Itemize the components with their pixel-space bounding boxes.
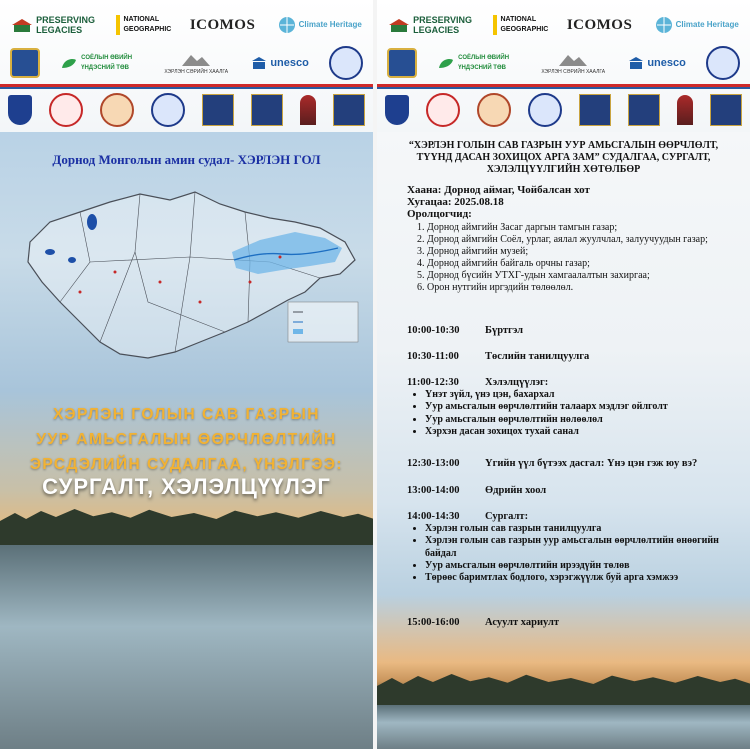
mountain-icon [558, 51, 588, 67]
mountain-icon [181, 51, 211, 67]
unesco-logo: unesco [251, 56, 309, 70]
schedule-title: Сургалт: [485, 511, 529, 522]
ministry-emblem-icon [628, 94, 660, 126]
temple-icon [628, 56, 644, 70]
program-title: “ХЭРЛЭН ГОЛЫН САВ ГАЗРЫН УУР АМЬСГАЛЫН ӨӨРЧЛӨЛТ, ТҮҮНД ДАСАН ЗОХИЦОХ АРГА ЗАМ” СУДАЛГАА, СУРГАЛТ, ХЭЛЭЛЦҮҮЛГИЙН ХӨТӨЛБӨР [408, 140, 719, 175]
seal-blue-icon [151, 93, 185, 127]
kherlen-gate-logo: ХЭРЛЭН СӘРИЙН ХААЛГА [538, 51, 608, 75]
schedule-time: 10:30-11:00 [407, 351, 459, 362]
schedule-subitems [407, 523, 747, 584]
list-item: • Уур амьсгалын өөрчлөлтийн ирээдүйн төлөв [425, 560, 747, 572]
river-water [0, 545, 373, 749]
schedule-row [407, 351, 747, 362]
list-item: • Уур амьсгалын өөрчлөлтийн нөлөөлөл [425, 414, 747, 426]
right-program [377, 0, 750, 749]
schedule-title: Бүртгэл [485, 325, 524, 336]
list-item: • Төрөөс баримтлах бодлого, хэрэгжүүлж буй арга хэмжээ [425, 572, 747, 584]
logo-header [0, 0, 373, 132]
participant-item: 3. Дорнод аймгийн музей; [417, 246, 529, 257]
seal-orange-icon [100, 93, 134, 127]
schedule-title: Асуулт хариулт [485, 617, 560, 628]
ministry-emblem-icon [251, 94, 283, 126]
participants-list [377, 222, 750, 294]
list-item: • Хэрлэн голын сав газрын танилцуулга [425, 523, 747, 535]
schedule-time: 11:00-12:30 [407, 377, 459, 388]
schedule-title: Үгийн үүл бүтээх дасгал: Үнэ цэн гэж юу вэ? [485, 458, 698, 469]
mongolia-map [20, 182, 360, 362]
schedule-time: 14:00-14:30 [407, 511, 460, 522]
seal-blue-icon [528, 93, 562, 127]
participant-item: 4. Дорнод аймгийн байгаль орчны газар; [417, 258, 590, 269]
headline-line-2: УУР АМЬСГАЛЫН ӨӨРЧЛӨЛТИЙН [36, 431, 337, 448]
preserving-legacies-logo: PRESERVING LEGACIES [11, 15, 94, 35]
headline-line-3: ЭРСДЭЛИЙН СУДАЛГАА, ҮНЭЛГЭЭ: [29, 456, 344, 473]
shield-icon [385, 95, 409, 125]
flag-stripe-blue [0, 87, 373, 89]
river-water [377, 705, 750, 749]
flag-stripe-blue [377, 87, 750, 89]
schedule-title: Төслийн танилцуулга [485, 351, 590, 362]
participant-item: 2. Дорнод аймгийн Соёл, урлаг, аялал жуулчлал, залуучуудын газар; [417, 234, 708, 245]
drop-badge-icon [329, 46, 363, 80]
schedule-subitems [407, 389, 747, 438]
list-item: • Хэрхэн дасан зохицох тухай санал [425, 426, 747, 438]
schedule-time: 13:00-14:00 [407, 485, 460, 496]
national-geographic-logo: NATIONAL GEOGRAPHIC [116, 15, 167, 35]
mongolia-emblem [10, 48, 40, 78]
schedule-row [407, 377, 747, 438]
schedule-time: 15:00-16:00 [407, 617, 460, 628]
national-geographic-logo: NATIONAL GEOGRAPHIC [493, 15, 544, 35]
left-poster [0, 0, 373, 749]
schedule-row [407, 458, 747, 469]
temple-icon [388, 17, 410, 33]
agency-emblem-icon [579, 94, 611, 126]
schedule-time: 10:00-10:30 [407, 325, 460, 336]
list-item: • Уур амьсгалын өөрчлөлтийн талаарх мэдлэг ойлголт [425, 401, 747, 413]
culture-fund-logo: СОЁЛЫН ӨВИЙН ҮНДЭСНИЙ ТӨВ [437, 53, 518, 73]
poster-title: Дорнод Монголын амин судал- ХЭРЛЭН ГОЛ [52, 152, 321, 167]
preserving-legacies-logo: PRESERVING LEGACIES [388, 15, 471, 35]
seal-red-icon [49, 93, 83, 127]
participants-label: Оролцогчид: [407, 208, 472, 220]
schedule-row [407, 325, 747, 336]
logo-header [377, 0, 750, 132]
map-legend [288, 302, 358, 342]
seal-red-icon [426, 93, 460, 127]
temple-icon [11, 17, 33, 33]
participant-item: 1. Дорнод аймгийн Засаг даргын тамгын газар; [417, 222, 618, 233]
schedule-time: 12:30-13:00 [407, 458, 460, 469]
shield-icon [8, 95, 32, 125]
unesco-logo: unesco [628, 56, 686, 70]
museum-emblem-icon [710, 94, 742, 126]
agency-emblem-icon [202, 94, 234, 126]
climate-heritage-logo: Climate Heritage [655, 16, 739, 34]
climate-heritage-logo: Climate Heritage [278, 16, 362, 34]
schedule-row [407, 485, 747, 496]
schedule-title: Хэлэлцүүлэг: [485, 377, 549, 388]
kherlen-gate-logo: ХЭРЛЭН СӘРИЙН ХААЛГА [161, 51, 231, 75]
drop-badge-icon [706, 46, 740, 80]
schedule-row [407, 511, 747, 584]
participant-item: 5. Дорнод бүсийн УТХГ-удын хамгаалалтын захиргаа; [417, 270, 650, 281]
headline-line-1: ХЭРЛЭН ГОЛЫН САВ ГАЗРЫН [53, 406, 320, 423]
museum-emblem-icon [333, 94, 365, 126]
globe-icon [278, 16, 296, 34]
program-header [377, 138, 750, 294]
icomos-logo: ICOMOS [566, 17, 633, 33]
temple-icon [251, 56, 267, 70]
culture-fund-logo: СОЁЛЫН ӨВИЙН ҮНДЭСНИЙ ТӨВ [60, 53, 141, 73]
seal-orange-icon [477, 93, 511, 127]
globe-icon [655, 16, 673, 34]
list-item: • Үнэт зүйл, үнэ цэн, бахархал [425, 389, 747, 401]
leaf-icon [437, 56, 455, 70]
list-item: • Хэрлэн голын сав газрын уур амьсгалын өөрчлөлтийн өнөөгийн байдал [425, 535, 747, 560]
event-place: Хаана: Дорнод аймаг, Чойбалсан хот [407, 184, 590, 196]
icomos-logo: ICOMOS [189, 17, 256, 33]
leaf-icon [60, 56, 78, 70]
soyombo-icon [677, 95, 693, 125]
headline-main: СУРГАЛТ, ХЭЛЭЛЦҮҮЛЭГ [42, 474, 331, 499]
event-date: Хугацаа: 2025.08.18 [407, 196, 504, 208]
soyombo-icon [300, 95, 316, 125]
schedule-title: Өдрийн хоол [485, 485, 547, 496]
participant-item: 6. Орон нутгийн иргэдийн төлөөлөл. [417, 282, 574, 293]
schedule-row [407, 617, 747, 628]
mongolia-emblem [387, 48, 417, 78]
